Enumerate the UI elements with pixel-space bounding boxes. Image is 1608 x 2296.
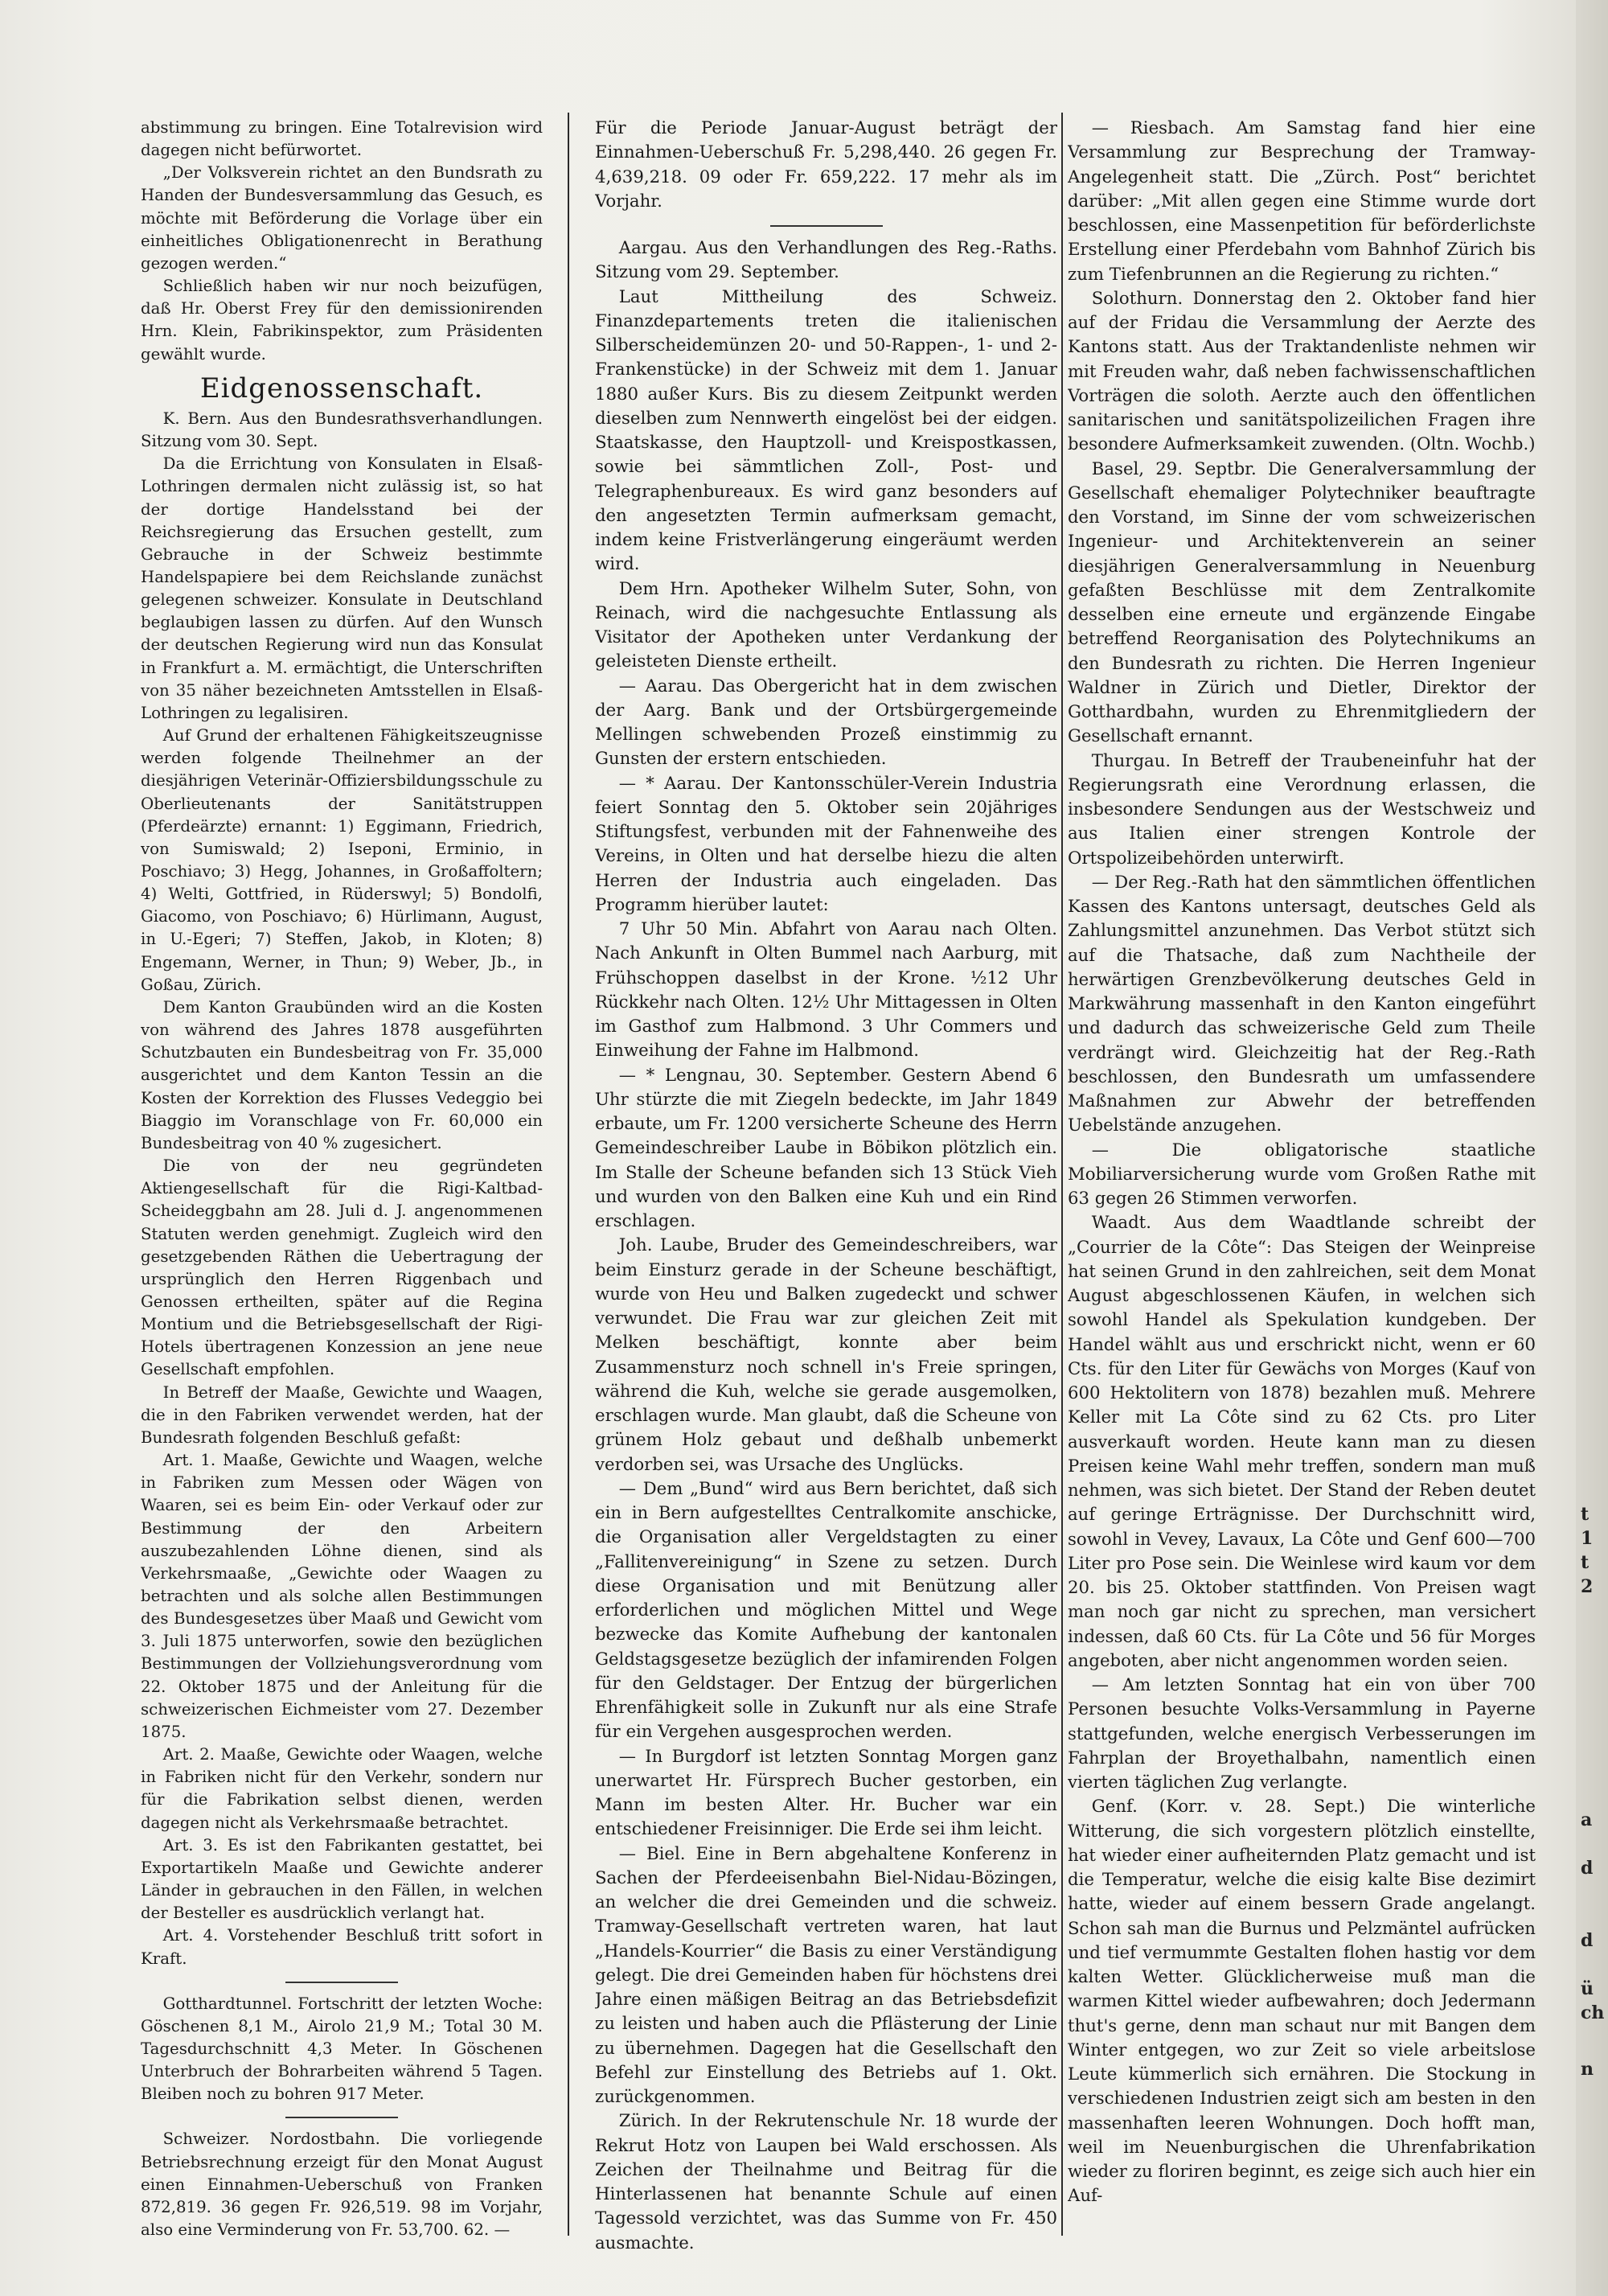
paragraph: Dem Hrn. Apotheker Wilhelm Suter, Sohn, von Reinach, wird die nachgesuchte Entlassung als Visitator der Apotheken unter Verdankung der geleisteten Dienste ertheilt.: [595, 578, 1057, 672]
paragraph: — * Aarau. Der Kantonsschüler-Verein Industria feiert Sonntag den 5. Oktober sein 20jähriges Stiftungsfest, verbunden mit der Fahnenweihe des Vereins, in Olten und hat derselbe hiezu die alten Herren der Industria auch eingeladen. Das Programm hierüber lautet:: [595, 773, 1057, 915]
paragraph: Joh. Laube, Bruder des Gemeindeschreibers, war beim Einsturz gerade in der Scheune beschäftigt, wurde von Heu und Balken zugedeckt und schwer verwundet. Die Frau war zur gleichen Zeit mit Melken beschäftigt, konnte aber beim Zusammensturz noch schnell in's Freie springen, während die Kuh, welche sie gerade ausgemolken, erschlagen wurde. Man glaubt, daß die Scheune von grünem Holz gebaut und deßhalb unbemerkt verdorben sei, was Ursache des Unglücks.: [595, 1235, 1057, 1475]
edge-glyph: n: [1581, 2059, 1594, 2080]
paragraph: Schweizer. Nordostbahn. Die vorliegende Betriebsrechnung erzeigt für den Monat August einen Einnahmen-Ueberschuß von Franken 872,819. 36 gegen Fr. 926,519. 98 im Vorjahr, also eine Verminderung von Fr. 53,700. 62. —: [141, 2130, 543, 2240]
edge-glyph: 1: [1581, 1528, 1594, 1549]
edge-glyph: ch: [1581, 2002, 1605, 2023]
edge-glyph: t: [1581, 1504, 1590, 1525]
section-heading: Eidgenossenschaft.: [199, 372, 484, 405]
edge-glyph: d: [1581, 1930, 1594, 1951]
paragraph: Gotthardtunnel. Fortschritt der letzten Woche: Göschenen 8,1 M., Airolo 21,9 M.; Total 30 M. Tagesdurchschnitt 4,3 Meter. In Göschenen Unterbruch der Bohrarbeiten während 5 Tagen. Bleiben noch zu bohren 917 Meter.: [141, 1994, 543, 2104]
column-2: [595, 117, 1057, 2256]
paragraph: — Biel. Eine in Bern abgehaltene Konferenz in Sachen der Pferdeeisenbahn Biel-Nidau-Bözingen, an welcher die drei Gemeinden und die schweiz. Tramway-Gesellschaft vertreten waren, hat laut „Handels-Kourrier“ die Basis zu einer Verständigung gelegt. Die drei Gemeinden haben für höchstens drei Jahre einen mäßigen Beitrag an das Betriebsdefizit zu leisten und haben auch die Pflästerung der Linie zu übernehmen. Dagegen hat die Gesellschaft den Befehl zur Einstellung des Betriebs auf 1. Okt. zurückgenommen.: [595, 1843, 1057, 2107]
column-divider: [568, 113, 569, 2236]
edge-glyph: t: [1581, 1552, 1590, 1573]
paragraph: — Am letzten Sonntag hat ein von über 700 Personen besuchte Volks-Versammlung in Payerne stattgefunden, welche energisch Verbesserungen im Fahrplan der Broyethalbahn, namentlich einen vierten täglichen Zug verlangte.: [1068, 1675, 1536, 1793]
paragraph: Da die Errichtung von Konsulaten in Elsaß-Lothringen dermalen nicht zulässig ist, so hat der dortige Handelsstand bei der Reichsregierung das Ersuchen gestellt, zum Gebrauche in der Schweiz bestimmte Handelspapiere bei dem Reichslande zunächst gelegenen schweizer. Konsulate in Deutschland beglaubigen lassen zu dürfen. Auf den Wunsch der deutschen Regierung wird nun das Konsulat in Frankfurt a. M. ermächtigt, die Unterschriften von 35 näher bezeichneten Amtsstellen in Elsaß-Lothringen zu legalisiren.: [141, 454, 543, 722]
column-divider: [1061, 113, 1063, 2236]
paragraph: Art. 4. Vorstehender Beschluß tritt sofort in Kraft.: [141, 1926, 543, 1968]
paragraph: Basel, 29. Septbr. Die Generalversammlung der Gesellschaft ehemaliger Polytechniker beauftragte den Vorstand, im Sinne der vom schweizerischen Ingenieur- und Architektenverein an seiner diesjährigen Generalversammlung in Neuenburg gefaßten Beschlüsse mit dem Zentralkomite desselben eine erneute und ergänzende Eingabe betreffend Reorganisation des Polytechnikums an den Bundesrath zu richten. Die Herren Ingenieur Waldner in Zürich und Dietler, Direktor der Gotthardbahn, wurden zu Ehrenmitgliedern der Gesellschaft ernannt.: [1068, 458, 1536, 747]
adjacent-page-edge: [1576, 0, 1608, 2296]
paragraph: Art. 2. Maaße, Gewichte oder Waagen, welche in Fabriken nicht für den Verkehr, sondern nur für die Fabrikation selbst dienen, werden dagegen nicht als Verkehrsmaaße betrachtet.: [141, 1745, 543, 1832]
paragraph: Genf. (Korr. v. 28. Sept.) Die winterliche Witterung, die sich vorgestern plötzlich einstellte, hat wieder einer aufheiternden Platz gemacht und ist die Temperatur, welche die eisig kalte Bise dezimirt hatte, wieder auf einem bessern Grade angelangt. Schon sah man die Burnus und Pelzmäntel aufrücken und tief vermummte Gestalten flohen hastig vor dem kalten Wetter. Glücklicherweise muß man die warmen Kittel wieder aufbewahren; doch Jedermann thut's gerne, denn man schaut nur mit Bangen dem Winter entgegen, wo zur Zeit so viele arbeitslose Leute kümmerlich sich ernähren. Die Stockung in verschiedenen Industrien zeigt sich am besten in den massenhaften leeren Wohnungen. Doch hofft man, weil im Neuenburgischen die Uhrenfabrikation wieder zu floriren beginnt, es zeige sich auch hier ein Auf-: [1068, 1797, 1536, 2207]
paragraph: — Der Reg.-Rath hat den sämmtlichen öffentlichen Kassen des Kantons untersagt, deutsches Geld als Zahlungsmittel anzunehmen. Das Verbot stützt sich auf die Thatsache, daß zum Nachtheile der herwärtigen Grenzbevölkerung deutsches Geld in Markwährung massenhaft in den Kanton eingeführt und dadurch das schweizerische Geld zum Theile verdrängt wird. Gleichzeitig hat der Reg.-Rath beschlossen, den Bundesrath um umfassendere Maßnahmen zur Abwehr der betreffenden Uebelstände anzugehen.: [1068, 872, 1536, 1136]
paragraph: Für die Periode Januar-August beträgt der Einnahmen-Ueberschuß Fr. 5,298,440. 26 gegen Fr. 4,639,218. 09 oder Fr. 659,222. 17 mehr als im Vorjahr.: [595, 118, 1057, 212]
paragraph: Laut Mittheilung des Schweiz. Finanzdepartements treten die italienischen Silberscheidemünzen 20- und 50-Rappen-, 1- und 2-Frankenstücke) in der Schweiz mit dem 1. Januar 1880 außer Kurs. Bis zu diesem Zeitpunkt werden dieselben zum Nennwerth eingelöst bei der eidgen. Staatskasse, den Hauptzoll- und Kreispostkassen, sowie bei sämmtlichen Zoll-, Post- und Telegraphenbureaux. Es wird ganz besonders auf den angesetzten Termin aufmerksam gemacht, indem keine Fristverlängerung eingeräumt werden wird.: [595, 286, 1057, 575]
edge-glyph: d: [1581, 1858, 1594, 1879]
column-3: [1068, 117, 1536, 2256]
paragraph: Thurgau. In Betreff der Traubeneinfuhr hat der Regierungsrath eine Verordnung erlassen, die insbesondere Sendungen aus der Westschweiz und aus Italien einer strengen Kontrole der Ortspolizeibehörden unterwirft.: [1068, 750, 1536, 869]
edge-glyph: ü: [1581, 1978, 1594, 1999]
paragraph: Waadt. Aus dem Waadtlande schreibt der „Courrier de la Côte“: Das Steigen der Weinpreise hat seinen Grund in den zahlreichen, seit dem Monat August abgeschlossenen Käufen, in welchen sich sowohl Handel als Spekulation kundgeben. Der Handel wählt aus und erschrickt nicht, wenn er 60 Cts. für den Liter für Gewächs von Morges (Kauf von 600 Hektolitern von 1878) bezahlen muß. Mehrere Keller mit La Côte sind zu 62 Cts. pro Liter ausverkauft worden. Heute kann man zu diesen Preisen keine Wahl mehr treffen, sondern man muß nehmen, was sich bietet. Der Stand der Reben deutet auf geringe Erträgnisse. Der Durchschnitt wird, sowohl in Vevey, Lavaux, La Côte und Genf 600—700 Liter pro Pose sein. Die Weinlese wird kaum vor dem 20. bis 25. Oktober stattfinden. Von Preisen wagt man noch gar nicht zu sprechen, man versichert indessen, daß 60 Cts. für La Côte und 56 für Morges angeboten, aber nicht angenommen worden seien.: [1068, 1213, 1536, 1671]
paragraph: — In Burgdorf ist letzten Sonntag Morgen ganz unerwartet Hr. Fürsprech Bucher gestorben, ein Mann im besten Alter. Hr. Bucher war ein entschiedener Freisinniger. Die Erde sei ihm leicht.: [595, 1746, 1057, 1840]
edge-glyph: a: [1581, 1809, 1593, 1830]
paragraph: Art. 3. Es ist den Fabrikanten gestattet, bei Exportartikeln Maaße und Gewichte anderer Länder in gebrauchen in den Fällen, in welchen der Besteller es ausdrücklich verlangt hat.: [141, 1835, 543, 1923]
edge-glyph: 2: [1581, 1576, 1594, 1597]
separator-rule: [285, 2117, 398, 2118]
paragraph: Schließlich haben wir nur noch beizufügen, daß Hr. Oberst Frey für den demissionirenden Hrn. Klein, Fabrikinspektor, zum Präsidenten gewählt wurde.: [141, 277, 543, 363]
paragraph: — Riesbach. Am Samstag fand hier eine Versammlung zur Besprechung der Tramway-Angelegenheit statt. Die „Zürch. Post“ berichtet darüber: „Mit allen gegen eine Stimme wurde dort beschlossen, eine Massenpetition für beförderlichste Erstellung einer Pferdebahn vom Bahnhof Zürich bis zum Tiefenbrunnen an die Regierung zu richten.“: [1068, 118, 1536, 285]
paragraph: Dem Kanton Graubünden wird an die Kosten von während des Jahres 1878 ausgeführten Schutzbauten ein Bundesbeitrag von Fr. 35,000 ausgerichtet und dem Kanton Tessin an die Kosten der Korrektion des Flusses Vedeggio bei Biaggio im Voranschlage von Fr. 60,000 ein Bundesbeitrag von 40 % zugesichert.: [141, 997, 543, 1152]
column-1: [141, 117, 543, 2256]
paragraph: In Betreff der Maaße, Gewichte und Waagen, die in den Fabriken verwendet werden, hat der Bundesrath folgenden Beschluß gefaßt:: [141, 1382, 543, 1447]
paragraph: Zürich. In der Rekrutenschule Nr. 18 wurde der Rekrut Hotz von Laupen bei Wald erschossen. Als Zeichen der Theilnahme und Beitrag für die Hinterlassenen hat benannte Schule auf einen Tagessold verzichtet, was das Summe von Fr. 450 ausmachte.: [595, 2111, 1057, 2253]
paragraph: — Dem „Bund“ wird aus Bern berichtet, daß sich ein in Bern aufgestelltes Centralkomite anschicke, die Organisation aller Vergeldstagten zu einer „Fallitenvereinigung“ in Szene zu setzen. Durch diese Organisation und mit Benützung aller erforderlichen und möglichen Mittel und Wege bezwecke das Komite Aufhebung der kantonalen Geldstagsgesetze bezüglich der infamirenden Folgen für den Geldstager. Der Entzug der bürgerlichen Ehrenfähigkeit solle in Zukunft nur als eine Strafe für ein Vergehen ausgesprochen werden.: [595, 1478, 1057, 1743]
paragraph: 7 Uhr 50 Min. Abfahrt von Aarau nach Olten. Nach Ankunft in Olten Bummel nach Aarburg, mit Frühschoppen daselbst in der Krone. ½12 Uhr Rückkehr nach Olten. 12½ Uhr Mittagessen in Olten im Gasthof zum Halbmond. 3 Uhr Commers und Einweihung der Fahne im Halbmond.: [595, 919, 1057, 1062]
separator-rule: [285, 1982, 398, 1983]
paragraph: Auf Grund der erhaltenen Fähigkeitszeugnisse werden folgende Theilnehmer an der diesjährigen Veterinär-Offiziersbildungsschule zu Oberlieutenants der Sanitätstruppen (Pferdeärzte) ernannt: 1) Eggimann, Friedrich, von Sumiswald; 2) Iseponi, Erminio, in Poschiavo; 3) Hegg, Johannes, in Großaffoltern; 4) Welti, Gottfried, in Rüderswyl; 5) Bondolfi, Giacomo, von Poschiavo; 6) Hürlimann, August, in U.-Egeri; 7) Steffen, Jakob, in Kloten; 8) Engemann, Werner, in Thun; 9) Weber, Jb., in Goßau, Zürich.: [141, 726, 543, 994]
paragraph: — Die obligatorische staatliche Mobiliarversicherung wurde vom Großen Rathe mit 63 gegen 26 Stimmen verworfen.: [1068, 1140, 1536, 1209]
paragraph: Solothurn. Donnerstag den 2. Oktober fand hier auf der Fridau die Versammlung der Aerzte des Kantons statt. Aus der Traktandenliste nehmen wir mit Freuden wahr, daß neben fachwissenschaftlichen Vorträgen die soloth. Aerzte auch den öffentlichen sanitarischen und sanitätspolizeilichen Fragen ihre besondere Aufmerksamkeit zuwenden. (Oltn. Wochb.): [1068, 288, 1536, 455]
separator-rule: [770, 225, 883, 227]
paragraph: Die von der neu gegründeten Aktiengesellschaft für die Rigi-Kaltbad-Scheideggbahn am 28. Juli d. J. angenommenen Statuten werden genehmigt. Zugleich wird den gesetzgebenden Räthen die Uebertragung der ursprünglich den Herren Riggenbach und Genossen ertheilten, später auf die Regina Montium und die Betriebsgesellschaft der Rigi-Hotels übertragenen Konzession an jene neue Gesellschaft empfohlen.: [141, 1156, 543, 1379]
paragraph: „Der Volksverein richtet an den Bundsrath zu Handen der Bundesversammlung das Gesuch, es möchte mit Beförderung die Vorlage über ein einheitliches Obligationenrecht in Berathung gezogen werden.“: [141, 163, 543, 273]
paragraph: — * Lengnau, 30. September. Gestern Abend 6 Uhr stürzte die mit Ziegeln bedeckte, im Jahr 1849 erbaute, um Fr. 1200 versicherte Scheune des Herrn Gemeindeschreiber Laube in Böbikon plötzlich ein. Im Stalle der Scheune befanden sich 13 Stück Vieh und wurden von den Balken eine Kuh und ein Rind erschlagen.: [595, 1065, 1057, 1231]
paragraph: abstimmung zu bringen. Eine Totalrevision wird dagegen nicht befürwortet.: [141, 118, 543, 160]
paragraph: K. Bern. Aus den Bundesrathsverhandlungen. Sitzung vom 30. Sept.: [141, 409, 543, 451]
paragraph: Art. 1. Maaße, Gewichte und Waagen, welche in Fabriken zum Messen oder Wägen von Waaren, sei es beim Ein- oder Verkauf oder zur Bestimmung der den Arbeitern auszubezahlenden Löhne dienen, sind als Verkehrsmaaße, „Gewichte oder Waagen zu betrachten und als solche allen Bestimmungen des Bundesgesetzes über Maaß und Gewicht vom 3. Juli 1875 unterworfen, sowie den bezüglichen Bestimmungen der Vollziehungsverordnung vom 22. Oktober 1875 und der Anleitung für die schweizerischen Eichmeister vom 27. Dezember 1875.: [141, 1451, 543, 1741]
paragraph: Aargau. Aus den Verhandlungen des Reg.-Raths. Sitzung vom 29. September.: [595, 238, 1057, 283]
paragraph: — Aarau. Das Obergericht hat in dem zwischen der Aarg. Bank und der Ortsbürgergemeinde Mellingen schwebenden Prozeß einstimmig zu Gunsten der erstern entschieden.: [595, 676, 1057, 770]
